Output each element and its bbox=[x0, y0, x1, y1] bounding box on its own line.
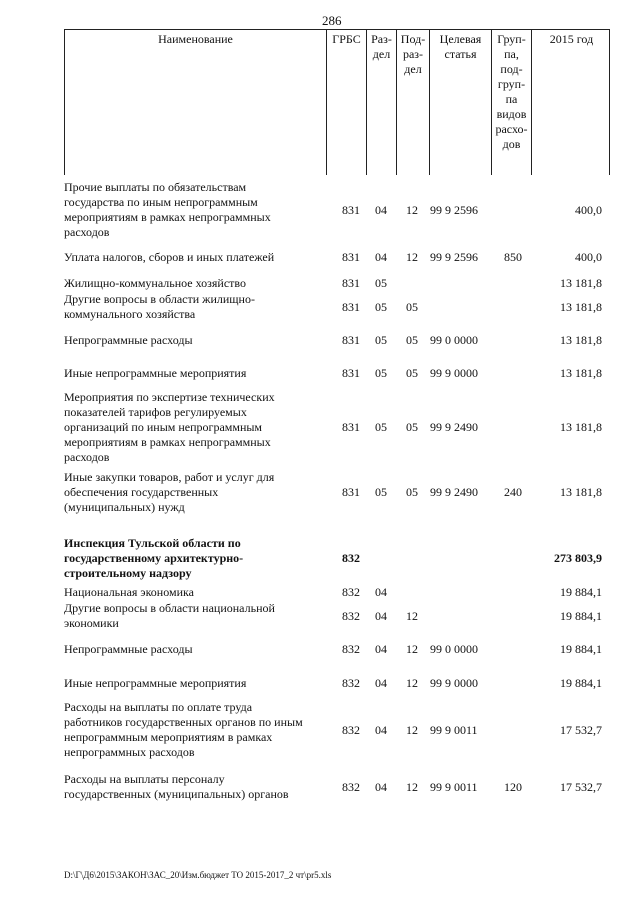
table-row bbox=[64, 292, 610, 322]
table-row bbox=[64, 470, 610, 515]
table-row bbox=[64, 642, 610, 657]
row-razdel: 04 bbox=[375, 585, 387, 599]
row-razdel: 04 bbox=[375, 723, 387, 737]
row-sum: 17 532,7 bbox=[560, 723, 602, 737]
row-name: Другие вопросы в области жилищно- коммунального хозяйства bbox=[64, 292, 255, 321]
row-sum: 13 181,8 bbox=[560, 485, 602, 499]
row-grbs: 832 bbox=[342, 585, 360, 599]
row-tselevaya-statya: 99 9 0000 bbox=[430, 676, 478, 690]
table-row bbox=[64, 601, 610, 631]
row-gruppa: 240 bbox=[504, 485, 522, 499]
row-sum: 400,0 bbox=[575, 250, 602, 264]
row-name: Инспекция Тульской области по государственному архитектурно- строительному надзору bbox=[64, 536, 244, 580]
row-razdel: 05 bbox=[375, 333, 387, 347]
header-year: 2015 год bbox=[549, 32, 594, 46]
page-number: 286 bbox=[322, 13, 342, 28]
row-tselevaya-statya: 99 0 0000 bbox=[430, 642, 478, 656]
row-grbs: 832 bbox=[342, 780, 360, 794]
row-sum: 13 181,8 bbox=[560, 366, 602, 380]
row-sum: 13 181,8 bbox=[560, 333, 602, 347]
header-razdel: Раз- дел bbox=[367, 30, 397, 175]
row-razdel: 04 bbox=[375, 676, 387, 690]
header-podrazdel: Под- раз- дел bbox=[397, 30, 430, 175]
row-podrazdel: 05 bbox=[406, 366, 418, 380]
row-grbs: 832 bbox=[342, 551, 360, 565]
row-podrazdel: 12 bbox=[406, 250, 418, 264]
row-tselevaya-statya: 99 9 0011 bbox=[430, 780, 478, 794]
row-name: Уплата налогов, сборов и иных платежей bbox=[64, 250, 275, 264]
row-sum: 13 181,8 bbox=[560, 300, 602, 314]
row-tselevaya-statya: 99 9 2490 bbox=[430, 420, 478, 434]
row-razdel: 04 bbox=[375, 250, 387, 264]
table-row bbox=[64, 366, 610, 381]
table-row bbox=[64, 333, 610, 348]
row-razdel: 05 bbox=[375, 366, 387, 380]
row-podrazdel: 12 bbox=[406, 642, 418, 656]
row-name: Мероприятия по экспертизе технических показателей тарифов регулируемых организаций по иным непрограммным мероприятиям в рамках непрограммных расходов bbox=[64, 390, 275, 464]
row-tselevaya-statya: 99 9 0011 bbox=[430, 723, 478, 737]
row-name: Национальная экономика bbox=[64, 585, 194, 599]
row-name: Расходы на выплаты персоналу государственных (муниципальных) органов bbox=[64, 772, 289, 801]
row-podrazdel: 12 bbox=[406, 609, 418, 623]
header-grbs: ГРБС bbox=[327, 30, 367, 175]
row-gruppa: 850 bbox=[504, 250, 522, 264]
row-grbs: 831 bbox=[342, 203, 360, 217]
row-sum: 13 181,8 bbox=[560, 276, 602, 290]
row-razdel: 04 bbox=[375, 642, 387, 656]
row-grbs: 832 bbox=[342, 642, 360, 656]
row-grbs: 831 bbox=[342, 276, 360, 290]
table-row bbox=[64, 536, 610, 581]
row-sum: 19 884,1 bbox=[560, 609, 602, 623]
row-podrazdel: 12 bbox=[406, 676, 418, 690]
row-name: Иные непрограммные мероприятия bbox=[64, 676, 247, 690]
row-grbs: 831 bbox=[342, 485, 360, 499]
row-sum: 19 884,1 bbox=[560, 676, 602, 690]
header-name: Наименование bbox=[65, 30, 327, 175]
row-name: Непрограммные расходы bbox=[64, 642, 193, 656]
table-row bbox=[64, 276, 610, 291]
header-tselevaya: Целевая статья bbox=[430, 30, 492, 175]
row-name: Другие вопросы в области национальной экономики bbox=[64, 601, 275, 630]
row-sum: 19 884,1 bbox=[560, 642, 602, 656]
row-tselevaya-statya: 99 9 2596 bbox=[430, 203, 478, 217]
row-podrazdel: 12 bbox=[406, 203, 418, 217]
table-header bbox=[64, 29, 610, 175]
table-row bbox=[64, 390, 610, 465]
row-razdel: 05 bbox=[375, 420, 387, 434]
row-grbs: 831 bbox=[342, 250, 360, 264]
row-grbs: 831 bbox=[342, 420, 360, 434]
row-tselevaya-statya: 99 0 0000 bbox=[430, 333, 478, 347]
row-name: Жилищно-коммунальное хозяйство bbox=[64, 276, 247, 290]
row-grbs: 831 bbox=[342, 366, 360, 380]
row-gruppa: 120 bbox=[504, 780, 522, 794]
table-row bbox=[64, 250, 610, 265]
row-tselevaya-statya: 99 9 2490 bbox=[430, 485, 478, 499]
row-podrazdel: 05 bbox=[406, 333, 418, 347]
row-sum: 17 532,7 bbox=[560, 780, 602, 794]
row-razdel: 04 bbox=[375, 609, 387, 623]
row-podrazdel: 12 bbox=[406, 723, 418, 737]
row-name: Иные закупки товаров, работ и услуг для обеспечения государственных (муниципальных) нужд bbox=[64, 470, 275, 514]
row-podrazdel: 05 bbox=[406, 485, 418, 499]
row-podrazdel: 05 bbox=[406, 420, 418, 434]
row-sum: 13 181,8 bbox=[560, 420, 602, 434]
row-name: Иные непрограммные мероприятия bbox=[64, 366, 247, 380]
row-grbs: 831 bbox=[342, 300, 360, 314]
row-grbs: 832 bbox=[342, 609, 360, 623]
row-razdel: 05 bbox=[375, 485, 387, 499]
row-name: Непрограммные расходы bbox=[64, 333, 193, 347]
row-razdel: 04 bbox=[375, 780, 387, 794]
row-tselevaya-statya: 99 9 2596 bbox=[430, 250, 478, 264]
row-sum: 400,0 bbox=[575, 203, 602, 217]
file-path-footer: D:\Г\Д6\2015\ЗАКОН\ЗАС_20\Изм.бюджет ТО 2015-2017_2 чт\pr5.xls bbox=[64, 870, 332, 880]
row-sum: 19 884,1 bbox=[560, 585, 602, 599]
row-name: Расходы на выплаты по оплате труда работников государственных органов по иным непрограммным мероприятиям в рамках непрограммных расходов bbox=[64, 700, 303, 759]
header-gruppa: Груп- па, под- груп- па видов расхо- дов bbox=[492, 30, 532, 175]
table-row bbox=[64, 676, 610, 691]
table-row bbox=[64, 585, 610, 600]
row-sum: 273 803,9 bbox=[554, 551, 602, 565]
table-row bbox=[64, 180, 610, 240]
row-grbs: 831 bbox=[342, 333, 360, 347]
row-razdel: 05 bbox=[375, 276, 387, 290]
row-grbs: 832 bbox=[342, 723, 360, 737]
table-row bbox=[64, 700, 610, 760]
row-razdel: 04 bbox=[375, 203, 387, 217]
row-name: Прочие выплаты по обязательствам государства по иным непрограммным мероприятиям в рамках непрограммных расходов bbox=[64, 180, 271, 239]
row-tselevaya-statya: 99 9 0000 bbox=[430, 366, 478, 380]
row-razdel: 05 bbox=[375, 300, 387, 314]
row-podrazdel: 05 bbox=[406, 300, 418, 314]
row-grbs: 832 bbox=[342, 676, 360, 690]
table-row bbox=[64, 772, 610, 802]
row-podrazdel: 12 bbox=[406, 780, 418, 794]
